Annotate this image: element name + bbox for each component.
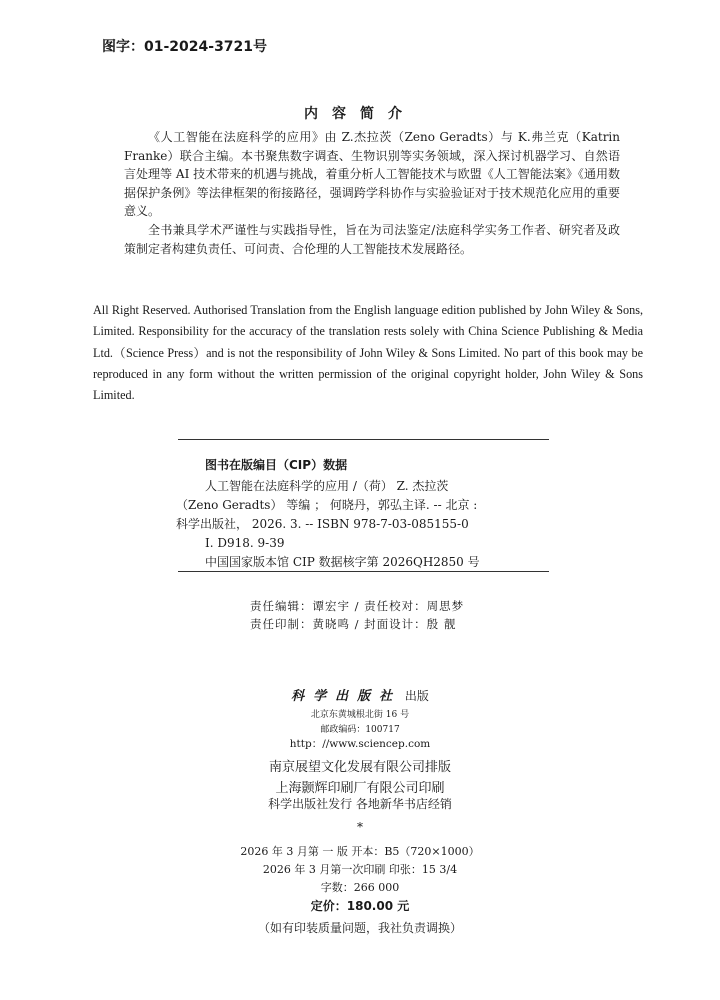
book-summary — [124, 128, 620, 258]
cip-line: Ⅰ. D918. 9-39 — [205, 536, 285, 550]
publisher-line — [0, 685, 720, 704]
summary-paragraph-2: 全书兼具学术严谨性与实践指导性，旨在为司法鉴定/法庭科学实务工作者、研究者及政策制定者构建负责任、可问责、合伦理的人工智能技术发展路径。 — [124, 222, 620, 256]
editor-proofreader-line: 责任编辑：谭宏宇 / 责任校对：周思梦 — [250, 599, 465, 613]
price: 定价：180.00 元 — [310, 899, 410, 913]
quality-notice: （如有印装质量问题，我社负责调换） — [257, 921, 462, 935]
cip-line: 科学出版社， 2026. 3. -- ISBN 978-7-03-085155-0 — [176, 517, 469, 531]
printing-line: 2026 年 3 月第一次印刷 印张：15 3/4 — [262, 863, 458, 876]
printing-cover-line: 责任印制：黄晓鸣 / 封面设计：殷 靓 — [250, 617, 457, 631]
postal-code: 邮政编码：100717 — [320, 725, 400, 735]
summary-title: 内容简介 — [304, 106, 416, 122]
distribution: 科学出版社发行 各地新华书店经销 — [268, 797, 452, 811]
publisher-address: 北京东黄城根北街 16 号 — [310, 710, 410, 720]
cip-record — [176, 477, 556, 572]
cip-top-rule — [178, 439, 549, 440]
staff-credits — [250, 597, 464, 633]
cip-heading: 图书在版编目（CIP）数据 — [205, 458, 348, 472]
printer: 上海颢辉印刷厂有限公司印刷 — [275, 781, 445, 796]
word-count: 字数：266 000 — [320, 881, 400, 894]
publisher-logotype: 科学出版社 — [291, 689, 402, 704]
typesetter: 南京展望文化发展有限公司排版 — [268, 760, 451, 775]
edition-line: 2026 年 3 月第 一 版 开本：B5（720×1000） — [240, 845, 480, 858]
publisher-suffix: 出版 — [404, 689, 429, 703]
separator-star: * — [357, 820, 363, 834]
cip-line: 中国国家版本馆 CIP 数据核字第 2026QH2850 号 — [205, 555, 480, 569]
rights-statement: All Right Reserved. Authorised Translation from the English language edition published by John Wiley & Sons, Limited. Responsibility for the accuracy of the translation rests solely with China Science Publishing & Media Ltd.（Science Press）and is not the responsibility of John Wiley & Sons Limited. No part of this book may be reproduced in any form without the written permission of the original copyright holder, John Wiley & Sons Limited. — [93, 303, 643, 403]
cip-bottom-rule — [178, 571, 549, 572]
cip-line: 人工智能在法庭科学的应用 /（荷） Z. 杰拉茨 — [205, 479, 449, 493]
summary-paragraph-1: 《人工智能在法庭科学的应用》由 Z.杰拉茨（Zeno Geradts）与 K.弗兰克（Katrin Franke）联合主编。本书聚焦数字调查、生物识别等实务领域，深入探讨机器学习、自然语言处理等 AI 技术带来的机遇与挑战，着重分析人工智能技术与欧盟《人工智能法案》《通用数据保护条例》等法律框架的衔接路径，强调跨学科协作与实验验证对于技术规范化应用的重要意义。 — [124, 130, 620, 219]
cip-line: （Zeno Geradts） 等编 ； 何晓丹，郭弘主译. -- 北京 : — [176, 498, 478, 512]
registration-number: 图字：01-2024-3721号 — [102, 39, 268, 55]
publisher-url: http：//www.sciencep.com — [289, 738, 431, 750]
